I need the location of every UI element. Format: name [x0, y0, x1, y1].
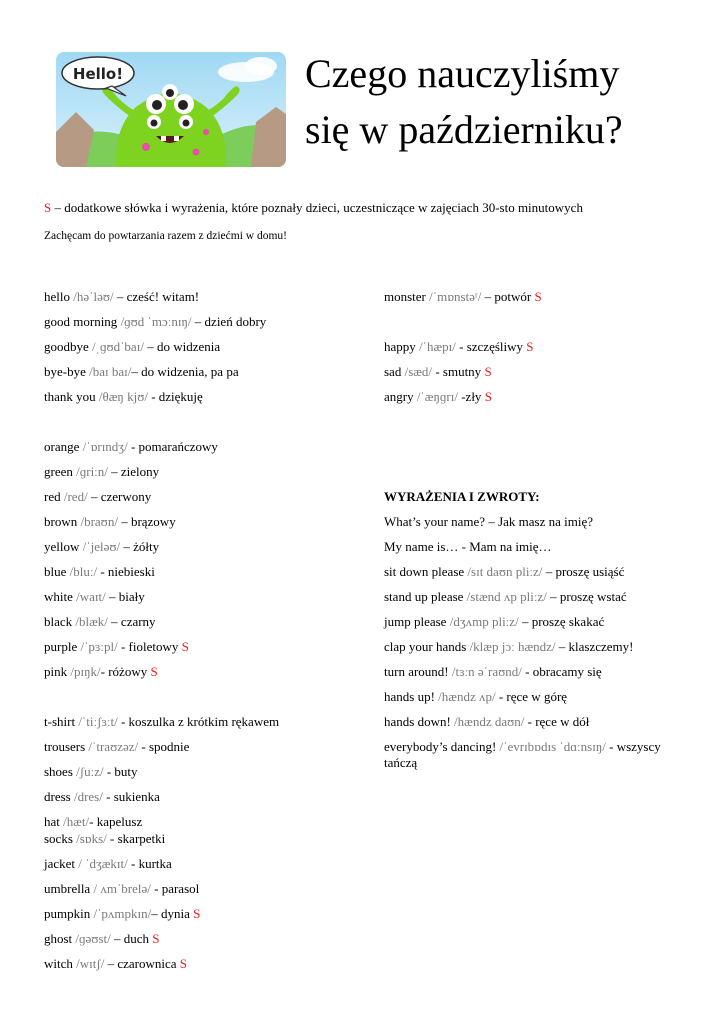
phonetic-transcription: /ˈjeləʊ/ [82, 539, 121, 554]
vocab-entry [44, 881, 199, 897]
phonetic-transcription: /ˈtraʊzəz/ [88, 739, 139, 754]
vocab-entry [384, 539, 552, 555]
polish-translation: – potwór [481, 289, 535, 304]
vocab-entry [44, 906, 200, 922]
english-word: clap your hands [384, 639, 470, 654]
vocab-entry [384, 689, 567, 705]
polish-translation: - ręce w górę [495, 689, 568, 704]
vocab-entry [44, 364, 239, 380]
english-word: yellow [44, 539, 83, 554]
phonetic-transcription: /ˈpʌmpkɪn/ [93, 906, 152, 921]
vocab-entry [44, 514, 176, 530]
vocab-entry [44, 289, 199, 305]
english-word: hands up! [384, 689, 439, 704]
english-word: trousers [44, 739, 89, 754]
english-word: orange [44, 439, 83, 454]
english-word: monster [384, 289, 430, 304]
vocab-entry [384, 389, 492, 405]
vocab-entry [44, 314, 266, 330]
phonetic-transcription: /ɡəʊst/ [75, 931, 111, 946]
phonetic-transcription: /ʃuːz/ [76, 764, 104, 779]
english-word: red [44, 489, 64, 504]
vocab-entry [384, 589, 627, 605]
vocab-entry [44, 489, 151, 505]
title-line-1: Czego nauczyliśmy [305, 51, 620, 96]
phonetic-transcription: /ˈhæpɪ/ [419, 339, 456, 354]
vocab-entry [44, 856, 172, 872]
phonetic-transcription: /dʒʌmp pliːz/ [449, 614, 519, 629]
english-word: good morning [44, 314, 121, 329]
polish-translation: - skarpetki [106, 831, 166, 846]
polish-translation: - różowy [100, 664, 151, 679]
vocab-entry [44, 764, 138, 780]
polish-translation: - koszulka z krótkim rękawem [117, 714, 280, 729]
english-word: brown [44, 514, 81, 529]
english-word: angry [384, 389, 417, 404]
polish-translation: – żółty [120, 539, 160, 554]
english-word: t-shirt [44, 714, 79, 729]
polish-translation: - dziękuję [147, 389, 203, 404]
polish-translation: - pomarańczowy [127, 439, 218, 454]
polish-translation: – brązowy [117, 514, 176, 529]
vocab-entry [44, 831, 165, 847]
phonetic-transcription: /stænd ʌp pliːz/ [466, 589, 547, 604]
monster-picture [56, 52, 286, 167]
polish-translation: – czarownica [104, 956, 180, 971]
polish-translation: – czarny [107, 614, 156, 629]
vocab-entry [44, 956, 187, 972]
english-word: jacket [44, 856, 79, 871]
polish-translation: - szczęśliwy [455, 339, 527, 354]
extra-word-marker: S [179, 956, 187, 971]
phonetic-transcription: /ˈpɜːpl/ [80, 639, 118, 654]
vocab-entry [44, 339, 220, 355]
vocab-entry [44, 814, 142, 830]
polish-translation: - sukienka [102, 789, 160, 804]
polish-translation: - spodnie [138, 739, 190, 754]
vocab-entry [44, 739, 189, 755]
english-word: sad [384, 364, 405, 379]
extra-word-marker: S [193, 906, 201, 921]
legend-note [44, 200, 583, 216]
english-word: pumpkin [44, 906, 94, 921]
polish-translation: – dzień dobry [191, 314, 267, 329]
polish-translation: -zły [457, 389, 485, 404]
phonetic-transcription: /baɪ baɪ/ [89, 364, 132, 379]
phonetic-transcription: /braʊn/ [80, 514, 118, 529]
phonetic-transcription: /ɡriːn/ [76, 464, 108, 479]
phonetic-transcription: /ˈevrɪbɒdɪs ˈdɑːnsɪŋ/ [499, 739, 606, 754]
phonetic-transcription: /ɡʊd ˈmɔːnɪŋ/ [120, 314, 192, 329]
extra-word-marker: S [152, 931, 160, 946]
polish-translation: – do widzenia, pa pa [131, 364, 239, 379]
polish-translation: - ręce w dół [524, 714, 590, 729]
polish-translation: – duch [110, 931, 153, 946]
polish-translation: - kapelusz [89, 814, 143, 829]
phonetic-transcription: /ˈɒrɪndʒ/ [82, 439, 128, 454]
polish-translation: – biały [105, 589, 145, 604]
encouragement-note: Zachęcam do powtarzania razem z dziećmi w domu! [44, 230, 287, 242]
phonetic-transcription: /ˈtiːʃɜːt/ [78, 714, 118, 729]
vocab-entry [44, 389, 203, 405]
polish-translation: - buty [103, 764, 138, 779]
phonetic-transcription: /ˌɡʊdˈbaɪ/ [92, 339, 144, 354]
phonetic-transcription: /wɪtʃ/ [76, 956, 105, 971]
polish-translation: – cześć! witam! [113, 289, 200, 304]
english-word: goodbye [44, 339, 93, 354]
vocab-entry [44, 539, 159, 555]
vocab-entry [384, 564, 624, 580]
polish-translation: - fioletowy [117, 639, 182, 654]
english-word: happy [384, 339, 420, 354]
extra-word-marker: S [526, 339, 534, 354]
english-word: hello [44, 289, 74, 304]
english-word: purple [44, 639, 81, 654]
phonetic-transcription: /red/ [63, 489, 88, 504]
polish-translation: - smutny [432, 364, 485, 379]
phonetic-transcription: /hæt/ [63, 814, 90, 829]
english-word: hands down! [384, 714, 455, 729]
polish-translation: – do widzenia [143, 339, 221, 354]
polish-translation: - kurtka [127, 856, 172, 871]
vocab-entry [384, 714, 589, 730]
polish-translation: – czerwony [87, 489, 152, 504]
polish-translation: – proszę skakać [518, 614, 605, 629]
vocab-entry [44, 564, 155, 580]
english-word: green [44, 464, 77, 479]
phonetic-transcription: /sɪt daʊn pliːz/ [467, 564, 543, 579]
english-word: What’s your name? – Jak masz na imię? [384, 514, 594, 529]
english-word: everybody’s dancing! [384, 739, 500, 754]
english-word: dress [44, 789, 74, 804]
english-word: hat [44, 814, 64, 829]
english-word: bye-bye [44, 364, 90, 379]
vocab-entry [384, 339, 534, 355]
polish-translation: – klaszczemy! [555, 639, 634, 654]
vocab-entry [44, 664, 158, 680]
english-word: umbrella [44, 881, 94, 896]
phonetic-transcription: /bluː/ [69, 564, 98, 579]
english-word: sit down please [384, 564, 468, 579]
phonetic-transcription: / ʌmˈbrelə/ [93, 881, 151, 896]
phonetic-transcription: /sæd/ [404, 364, 433, 379]
polish-translation: - niebieski [97, 564, 155, 579]
vocab-entry [44, 714, 279, 730]
vocab-entry [44, 789, 160, 805]
english-word: thank you [44, 389, 99, 404]
english-word: ghost [44, 931, 76, 946]
extra-word-marker: S [484, 389, 492, 404]
vocab-entry [384, 639, 633, 655]
polish-translation: – dynia [151, 906, 194, 921]
english-word: My name is… - Mam na imię… [384, 539, 552, 554]
title-line-2: się w październiku? [305, 107, 623, 152]
vocab-entry [44, 639, 189, 655]
phonetic-transcription: /hændz daʊn/ [454, 714, 525, 729]
extra-word-marker: S [181, 639, 189, 654]
polish-translation: – proszę wstać [546, 589, 627, 604]
phonetic-transcription: /klæp jɔː hændz/ [469, 639, 556, 654]
polish-translation: - wszyscy tańczą [384, 739, 661, 770]
english-word: white [44, 589, 77, 604]
phonetic-transcription: /hændz ʌp/ [438, 689, 496, 704]
polish-translation: – proszę usiąść [542, 564, 625, 579]
english-word: socks [44, 831, 77, 846]
english-word: shoes [44, 764, 77, 779]
vocab-entry [44, 931, 160, 947]
vocab-entry [44, 464, 159, 480]
vocab-entry [44, 589, 145, 605]
polish-translation: - obracamy się [521, 664, 602, 679]
english-word: black [44, 614, 76, 629]
vocab-entry [384, 664, 602, 680]
phonetic-transcription: / ˈdʒækɪt/ [78, 856, 128, 871]
english-word: turn around! [384, 664, 452, 679]
page-title [305, 46, 715, 158]
phonetic-transcription: /həˈləʊ/ [73, 289, 114, 304]
phonetic-transcription: /waɪt/ [76, 589, 106, 604]
phrases-heading: WYRAŻENIA I ZWROTY: [384, 489, 540, 504]
hello-monster-illustration [56, 52, 286, 167]
extra-word-marker: S [534, 289, 542, 304]
legend-marker: S [44, 200, 52, 215]
vocab-entry [384, 364, 492, 380]
english-word: jump please [384, 614, 450, 629]
polish-translation: - parasol [150, 881, 200, 896]
phonetic-transcription: /sɒks/ [76, 831, 107, 846]
phonetic-transcription: /tɜːn əˈraʊnd/ [451, 664, 522, 679]
phonetic-transcription: /ˈæŋɡrɪ/ [416, 389, 458, 404]
vocab-entry [384, 739, 684, 771]
extra-word-marker: S [484, 364, 492, 379]
vocab-entry [384, 514, 593, 530]
phonetic-transcription: /dres/ [73, 789, 103, 804]
vocab-entry [384, 289, 542, 305]
polish-translation: – zielony [107, 464, 160, 479]
speech-text: Hello! [72, 65, 124, 83]
phonetic-transcription: /ˈmɒnstəʳ/ [429, 289, 482, 304]
english-word: witch [44, 956, 77, 971]
english-word: stand up please [384, 589, 467, 604]
vocab-entry [44, 614, 156, 630]
legend-text: – dodatkowe słówka i wyrażenia, które poznały dzieci, uczestniczące w zajęciach 30-sto minutowych [51, 200, 583, 215]
english-word: pink [44, 664, 71, 679]
phonetic-transcription: /blæk/ [75, 614, 108, 629]
english-word: blue [44, 564, 70, 579]
vocab-entry [44, 439, 218, 455]
extra-word-marker: S [150, 664, 158, 679]
phonetic-transcription: /θæŋ kjʊ/ [98, 389, 148, 404]
vocab-entry [384, 614, 604, 630]
phonetic-transcription: /pɪŋk/ [70, 664, 101, 679]
